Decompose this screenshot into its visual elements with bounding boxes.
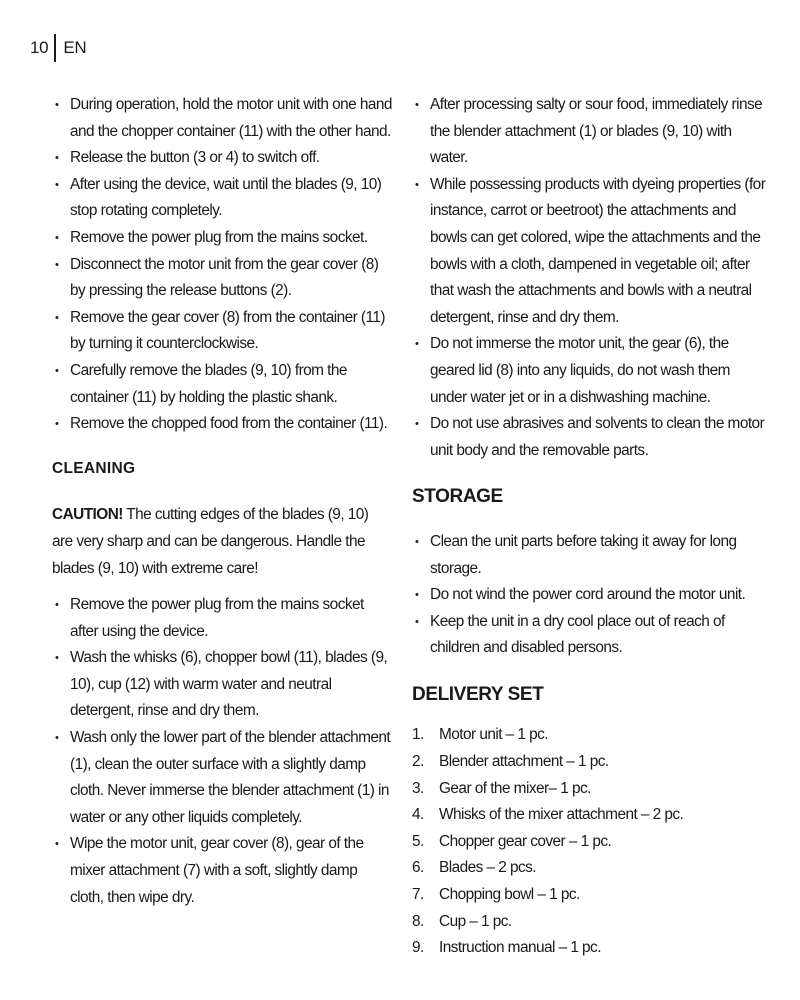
item-text: Chopping bowl – 1 pc. [439, 886, 580, 904]
list-item: • Keep the unit in a dry cool place out of reach of children and disabled persons. [412, 609, 768, 662]
item-text: Blender attachment – 1 pc. [439, 753, 609, 771]
cleaning-heading: CLEANING [52, 459, 136, 477]
item-text: Chopper gear cover – 1 pc. [439, 832, 612, 850]
operation-steps-list [52, 92, 392, 438]
item-number: 3. [412, 779, 424, 797]
item-number: 5. [412, 832, 424, 850]
list-item: • Do not immerse the motor unit, the gear (6), the geared lid (8) into any liquids, do not wash them under water jet or in a dishwashing machine. [412, 331, 768, 411]
language-code: EN [63, 38, 87, 57]
item-number: 2. [412, 753, 424, 771]
list-item: • Do not wind the power cord around the motor unit. [412, 582, 768, 609]
item-number: 4. [412, 806, 424, 824]
list-item: • Remove the power plug from the mains socket. [52, 225, 392, 252]
caution-label: CAUTION! [52, 506, 123, 524]
list-item: • Wipe the motor unit, gear cover (8), gear of the mixer attachment (7) with a soft, slightly damp cloth, then wipe dry. [52, 831, 392, 911]
list-item [412, 935, 768, 962]
list-item [412, 776, 768, 803]
list-item [412, 722, 768, 749]
list-item: • After processing salty or sour food, immediately rinse the blender attachment (1) or blades (9, 10) with water. [412, 92, 768, 172]
item-text: Motor unit – 1 pc. [439, 726, 549, 744]
list-item [412, 829, 768, 856]
list-item: • Release the button (3 or 4) to switch off. [52, 145, 392, 172]
list-item: • After using the device, wait until the blades (9, 10) stop rotating completely. [52, 172, 392, 225]
header-divider [54, 34, 56, 62]
delivery-set-heading: DELIVERY SET [412, 683, 544, 705]
list-item: • Do not use abrasives and solvents to clean the motor unit body and the removable parts. [412, 411, 768, 464]
right-column [412, 92, 768, 962]
list-item: • During operation, hold the motor unit with one hand and the chopper container (11) with the other hand. [52, 92, 392, 145]
item-text: Instruction manual – 1 pc. [439, 939, 601, 957]
list-item: • Remove the gear cover (8) from the container (11) by turning it counterclockwise. [52, 305, 392, 358]
list-item: • While possessing products with dyeing properties (for instance, carrot or beetroot) the attachments and bowls can get colored, wipe the attachments and the bowls with a cloth, dampened in vegetable oil; after that wash the attachments and bowls with a neutral detergent, rinse and dry them. [412, 172, 768, 332]
list-item: • Disconnect the motor unit from the gear cover (8) by pressing the release buttons (2). [52, 252, 392, 305]
list-item [412, 749, 768, 776]
list-item [412, 909, 768, 936]
list-item [412, 855, 768, 882]
list-item [412, 802, 768, 829]
item-number: 1. [412, 726, 424, 744]
item-text: Blades – 2 pcs. [439, 859, 536, 877]
caution-text: The cutting edges of the blades (9, 10) are very sharp and can be dangerous. Handle the blades (9, 10) with extreme care! [52, 506, 369, 577]
page-header [30, 34, 86, 62]
item-number: 9. [412, 939, 424, 957]
item-number: 6. [412, 859, 424, 877]
list-item: • Remove the power plug from the mains socket after using the device. [52, 592, 392, 645]
list-item: • Wash the whisks (6), chopper bowl (11), blades (9, 10), cup (12) with warm water and neutral detergent, rinse and dry them. [52, 645, 392, 725]
list-item [412, 882, 768, 909]
list-item: • Wash only the lower part of the blender attachment (1), clean the outer surface with a slightly damp cloth. Never immerse the blender attachment (1) in water or any other liquids completely. [52, 725, 392, 831]
list-item: • Carefully remove the blades (9, 10) from the container (11) by holding the plastic shank. [52, 358, 392, 411]
storage-list [412, 529, 768, 662]
storage-heading: STORAGE [412, 486, 503, 508]
left-column [52, 92, 392, 911]
caution-note [52, 502, 392, 582]
item-text: Whisks of the mixer attachment – 2 pc. [439, 806, 684, 824]
page-number: 10 [30, 38, 49, 57]
item-number: 7. [412, 886, 424, 904]
delivery-set-list [412, 722, 768, 961]
item-text: Gear of the mixer– 1 pc. [439, 779, 591, 797]
list-item: • Remove the chopped food from the container (11). [52, 411, 392, 438]
item-text: Cup – 1 pc. [439, 912, 512, 930]
list-item: • Clean the unit parts before taking it away for long storage. [412, 529, 768, 582]
cleaning-steps-list [52, 592, 392, 911]
item-number: 8. [412, 912, 424, 930]
cleaning-continued-list [412, 92, 768, 464]
